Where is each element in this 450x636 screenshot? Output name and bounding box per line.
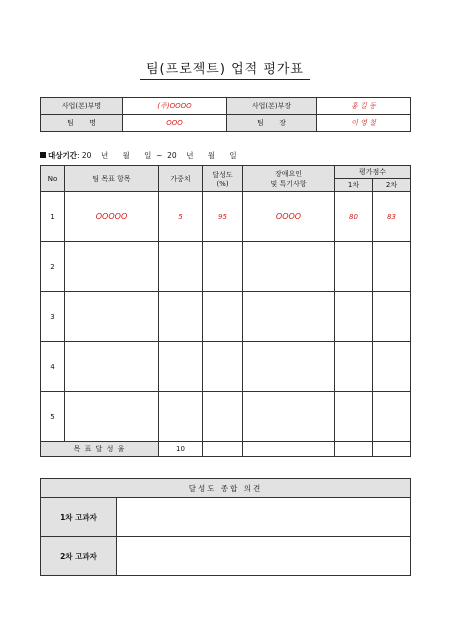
row-no: 4 — [41, 342, 65, 392]
table-row — [41, 192, 411, 242]
dept-label: 사업(본)부명 — [41, 98, 123, 115]
header-no: No — [41, 166, 65, 192]
row-weight[interactable]: 5 — [159, 192, 203, 242]
row-item[interactable]: OOOOO — [65, 192, 159, 242]
header-score: 평가점수 — [335, 166, 411, 179]
second-reviewer-label: 2차 고과자 — [41, 537, 117, 576]
target-period — [40, 150, 237, 161]
row-first[interactable] — [335, 392, 373, 442]
team-label: 팀 명 — [41, 115, 123, 132]
opinion-table — [40, 478, 411, 576]
summary-empty-2[interactable] — [243, 442, 335, 457]
row-item[interactable] — [65, 242, 159, 292]
header-first: 1차 — [335, 179, 373, 192]
row-no: 3 — [41, 292, 65, 342]
row-first[interactable] — [335, 242, 373, 292]
row-weight[interactable] — [159, 242, 203, 292]
summary-label: 목 표 달 성 율 — [41, 442, 159, 457]
opinion-title: 달성도 종합 의견 — [41, 479, 411, 498]
header-achieve-line1: 달성도 — [212, 170, 233, 179]
square-bullet-icon — [40, 152, 46, 158]
summary-empty-1[interactable] — [203, 442, 243, 457]
header-achieve — [203, 166, 243, 192]
row-second[interactable]: 83 — [373, 192, 411, 242]
row-no: 1 — [41, 192, 65, 242]
table-row — [41, 292, 411, 342]
row-item[interactable] — [65, 292, 159, 342]
second-reviewer-opinion[interactable] — [117, 537, 411, 576]
row-item[interactable] — [65, 342, 159, 392]
row-first[interactable] — [335, 292, 373, 342]
row-obstacle[interactable] — [243, 242, 335, 292]
row-weight[interactable] — [159, 392, 203, 442]
row-weight[interactable] — [159, 292, 203, 342]
row-achieve[interactable]: 95 — [203, 192, 243, 242]
row-second[interactable] — [373, 242, 411, 292]
table-row — [41, 242, 411, 292]
first-reviewer-opinion[interactable] — [117, 498, 411, 537]
head-label: 사업(본)부장 — [227, 98, 317, 115]
header-item: 팀 목표 항목 — [65, 166, 159, 192]
summary-value[interactable]: 10 — [159, 442, 203, 457]
row-no: 2 — [41, 242, 65, 292]
row-achieve[interactable] — [203, 392, 243, 442]
first-reviewer-label: 1차 고과자 — [41, 498, 117, 537]
leader-label: 팀 장 — [227, 115, 317, 132]
row-second[interactable] — [373, 342, 411, 392]
period-text: : 20 년 월 일 ~ 20 년 월 일 — [76, 151, 237, 160]
table-row — [41, 392, 411, 442]
team-value[interactable]: OOO — [123, 115, 227, 132]
row-second[interactable] — [373, 392, 411, 442]
summary-row — [41, 442, 411, 457]
page-title — [0, 58, 450, 80]
head-value[interactable]: 홍 길 동 — [317, 98, 411, 115]
row-second[interactable] — [373, 292, 411, 342]
info-table — [40, 97, 411, 132]
header-obstacle — [243, 166, 335, 192]
row-achieve[interactable] — [203, 292, 243, 342]
leader-value[interactable]: 이 영 철 — [317, 115, 411, 132]
goal-table — [40, 165, 411, 457]
header-obstacle-line1: 장애요인 — [274, 169, 303, 178]
row-obstacle[interactable]: OOOO — [243, 192, 335, 242]
row-first[interactable]: 80 — [335, 192, 373, 242]
row-obstacle[interactable] — [243, 342, 335, 392]
row-weight[interactable] — [159, 342, 203, 392]
title-text: 팀(프로젝트) 업적 평가표 — [140, 58, 310, 80]
row-achieve[interactable] — [203, 242, 243, 292]
header-obstacle-line2: 및 특기사항 — [270, 179, 307, 188]
row-item[interactable] — [65, 392, 159, 442]
row-achieve[interactable] — [203, 342, 243, 392]
dept-value[interactable]: (주)OOOO — [123, 98, 227, 115]
row-no: 5 — [41, 392, 65, 442]
summary-empty-4[interactable] — [373, 442, 411, 457]
summary-empty-3[interactable] — [335, 442, 373, 457]
header-achieve-line2: (%) — [216, 179, 229, 188]
row-first[interactable] — [335, 342, 373, 392]
row-obstacle[interactable] — [243, 392, 335, 442]
table-row — [41, 342, 411, 392]
period-label: 대상기간 — [48, 151, 77, 160]
header-second: 2차 — [373, 179, 411, 192]
row-obstacle[interactable] — [243, 292, 335, 342]
header-weight: 가중치 — [159, 166, 203, 192]
